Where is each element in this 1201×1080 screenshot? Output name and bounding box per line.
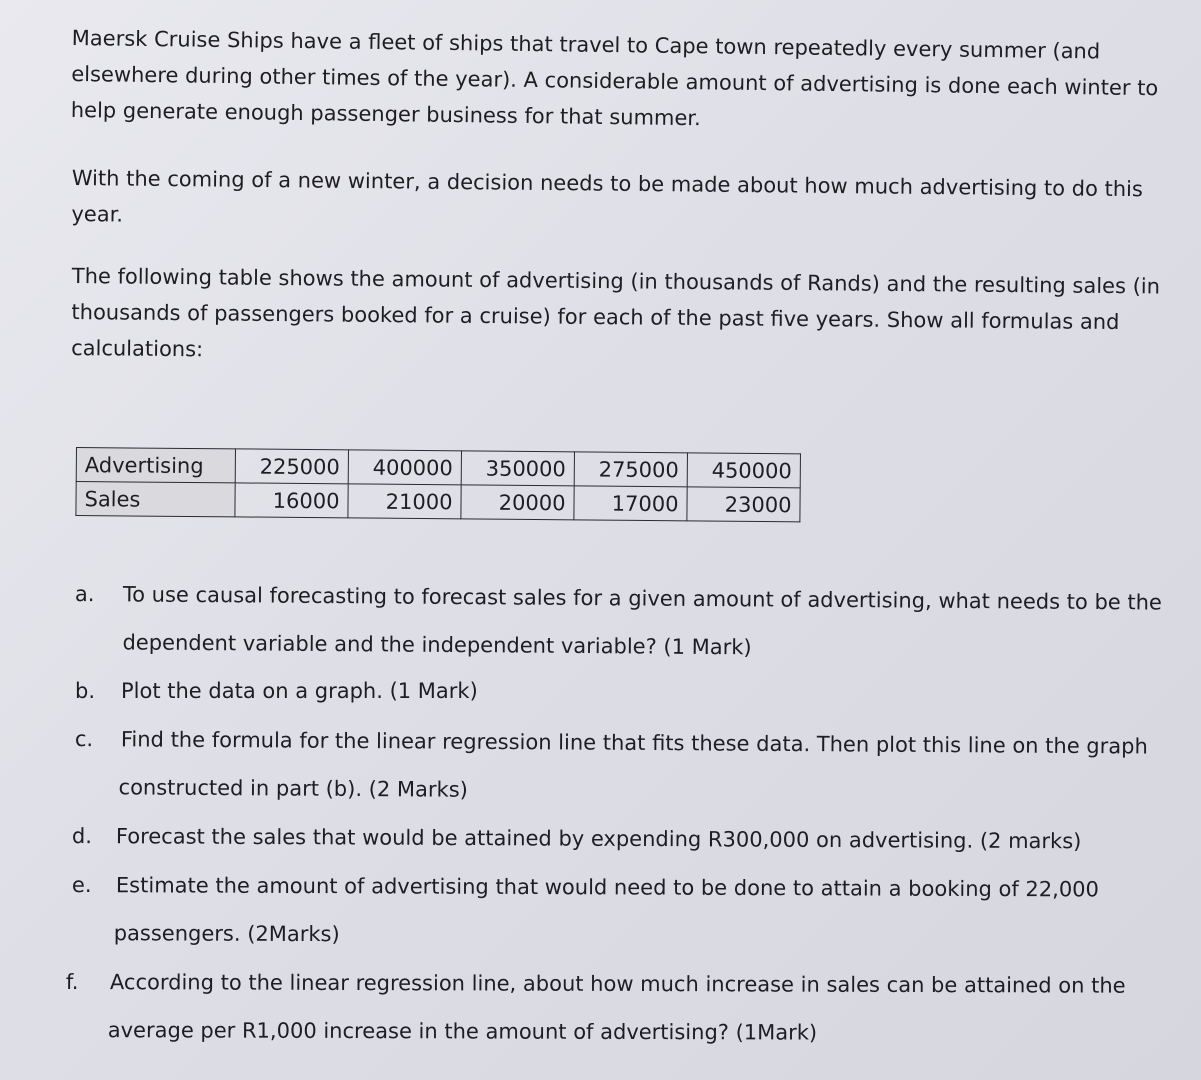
- question-text-line-2: dependent variable and the independent variable? (1 Mark): [122, 630, 752, 660]
- question-text-line-2: average per R1,000 increase in the amount of advertising? (1Mark): [107, 1018, 818, 1045]
- row-header-sales: Sales: [76, 482, 235, 517]
- question-letter: a.: [74, 582, 95, 607]
- table-cell: 350000: [461, 451, 574, 486]
- table-cell: 20000: [461, 485, 574, 520]
- table-cell: 400000: [348, 450, 461, 485]
- question-text-line-1: Find the formula for the linear regression line that fits these data. Then plot this line on the graph: [120, 727, 1148, 759]
- intro-paragraph-2: With the coming of a new winter, a decision needs to be made about how much advertising to do this year.: [71, 165, 1144, 227]
- table-cell: 17000: [574, 486, 687, 521]
- question-text-line-1: To use causal forecasting to forecast sales for a given amount of advertising, what needs to be the: [122, 582, 1162, 615]
- question-text-line-1: Forecast the sales that would be attained by expending R300,000 on advertising. (2 marks): [115, 824, 1082, 854]
- table-cell: 225000: [235, 449, 348, 484]
- question-letter: e.: [71, 873, 92, 898]
- table-cell: 450000: [687, 453, 800, 488]
- question-text-line-2: constructed in part (b). (2 Marks): [118, 775, 468, 802]
- question-letter: b.: [75, 679, 96, 703]
- intro-paragraph-1: Maersk Cruise Ships have a fleet of ships that travel to Cape town repeatedly every summer (and elsewhere during other times of the year). A considerable amount of advertising is done each winter to help generate enough passenger business for that summer.: [70, 25, 1159, 131]
- question-text-line-1: According to the linear regression line, about how much increase in sales can be attained on the: [109, 970, 1126, 998]
- advertising-sales-table: [75, 447, 801, 522]
- question-text-line-2: passengers. (2Marks): [113, 921, 340, 947]
- question-letter: c.: [74, 727, 94, 752]
- row-header-advertising: Advertising: [76, 448, 235, 483]
- question-letter: d.: [71, 824, 93, 849]
- question-text-line-1: Estimate the amount of advertising that would need to be done to attain a booking of 22,000: [115, 873, 1100, 902]
- table-row-sales: [76, 482, 800, 522]
- data-table-container: [75, 447, 801, 522]
- intro-paragraph-3: The following table shows the amount of advertising (in thousands of Rands) and the resulting sales (in thousands of passengers booked for a cruise) for each of the past five years. Show all formulas and calculations:: [71, 263, 1161, 362]
- table-cell: 21000: [348, 484, 461, 519]
- question-letter: f.: [65, 970, 79, 995]
- table-cell: 23000: [687, 487, 800, 522]
- table-cell: 275000: [574, 452, 687, 487]
- table-cell: 16000: [235, 483, 348, 518]
- question-text-line-1: Plot the data on a graph. (1 Mark): [121, 679, 478, 703]
